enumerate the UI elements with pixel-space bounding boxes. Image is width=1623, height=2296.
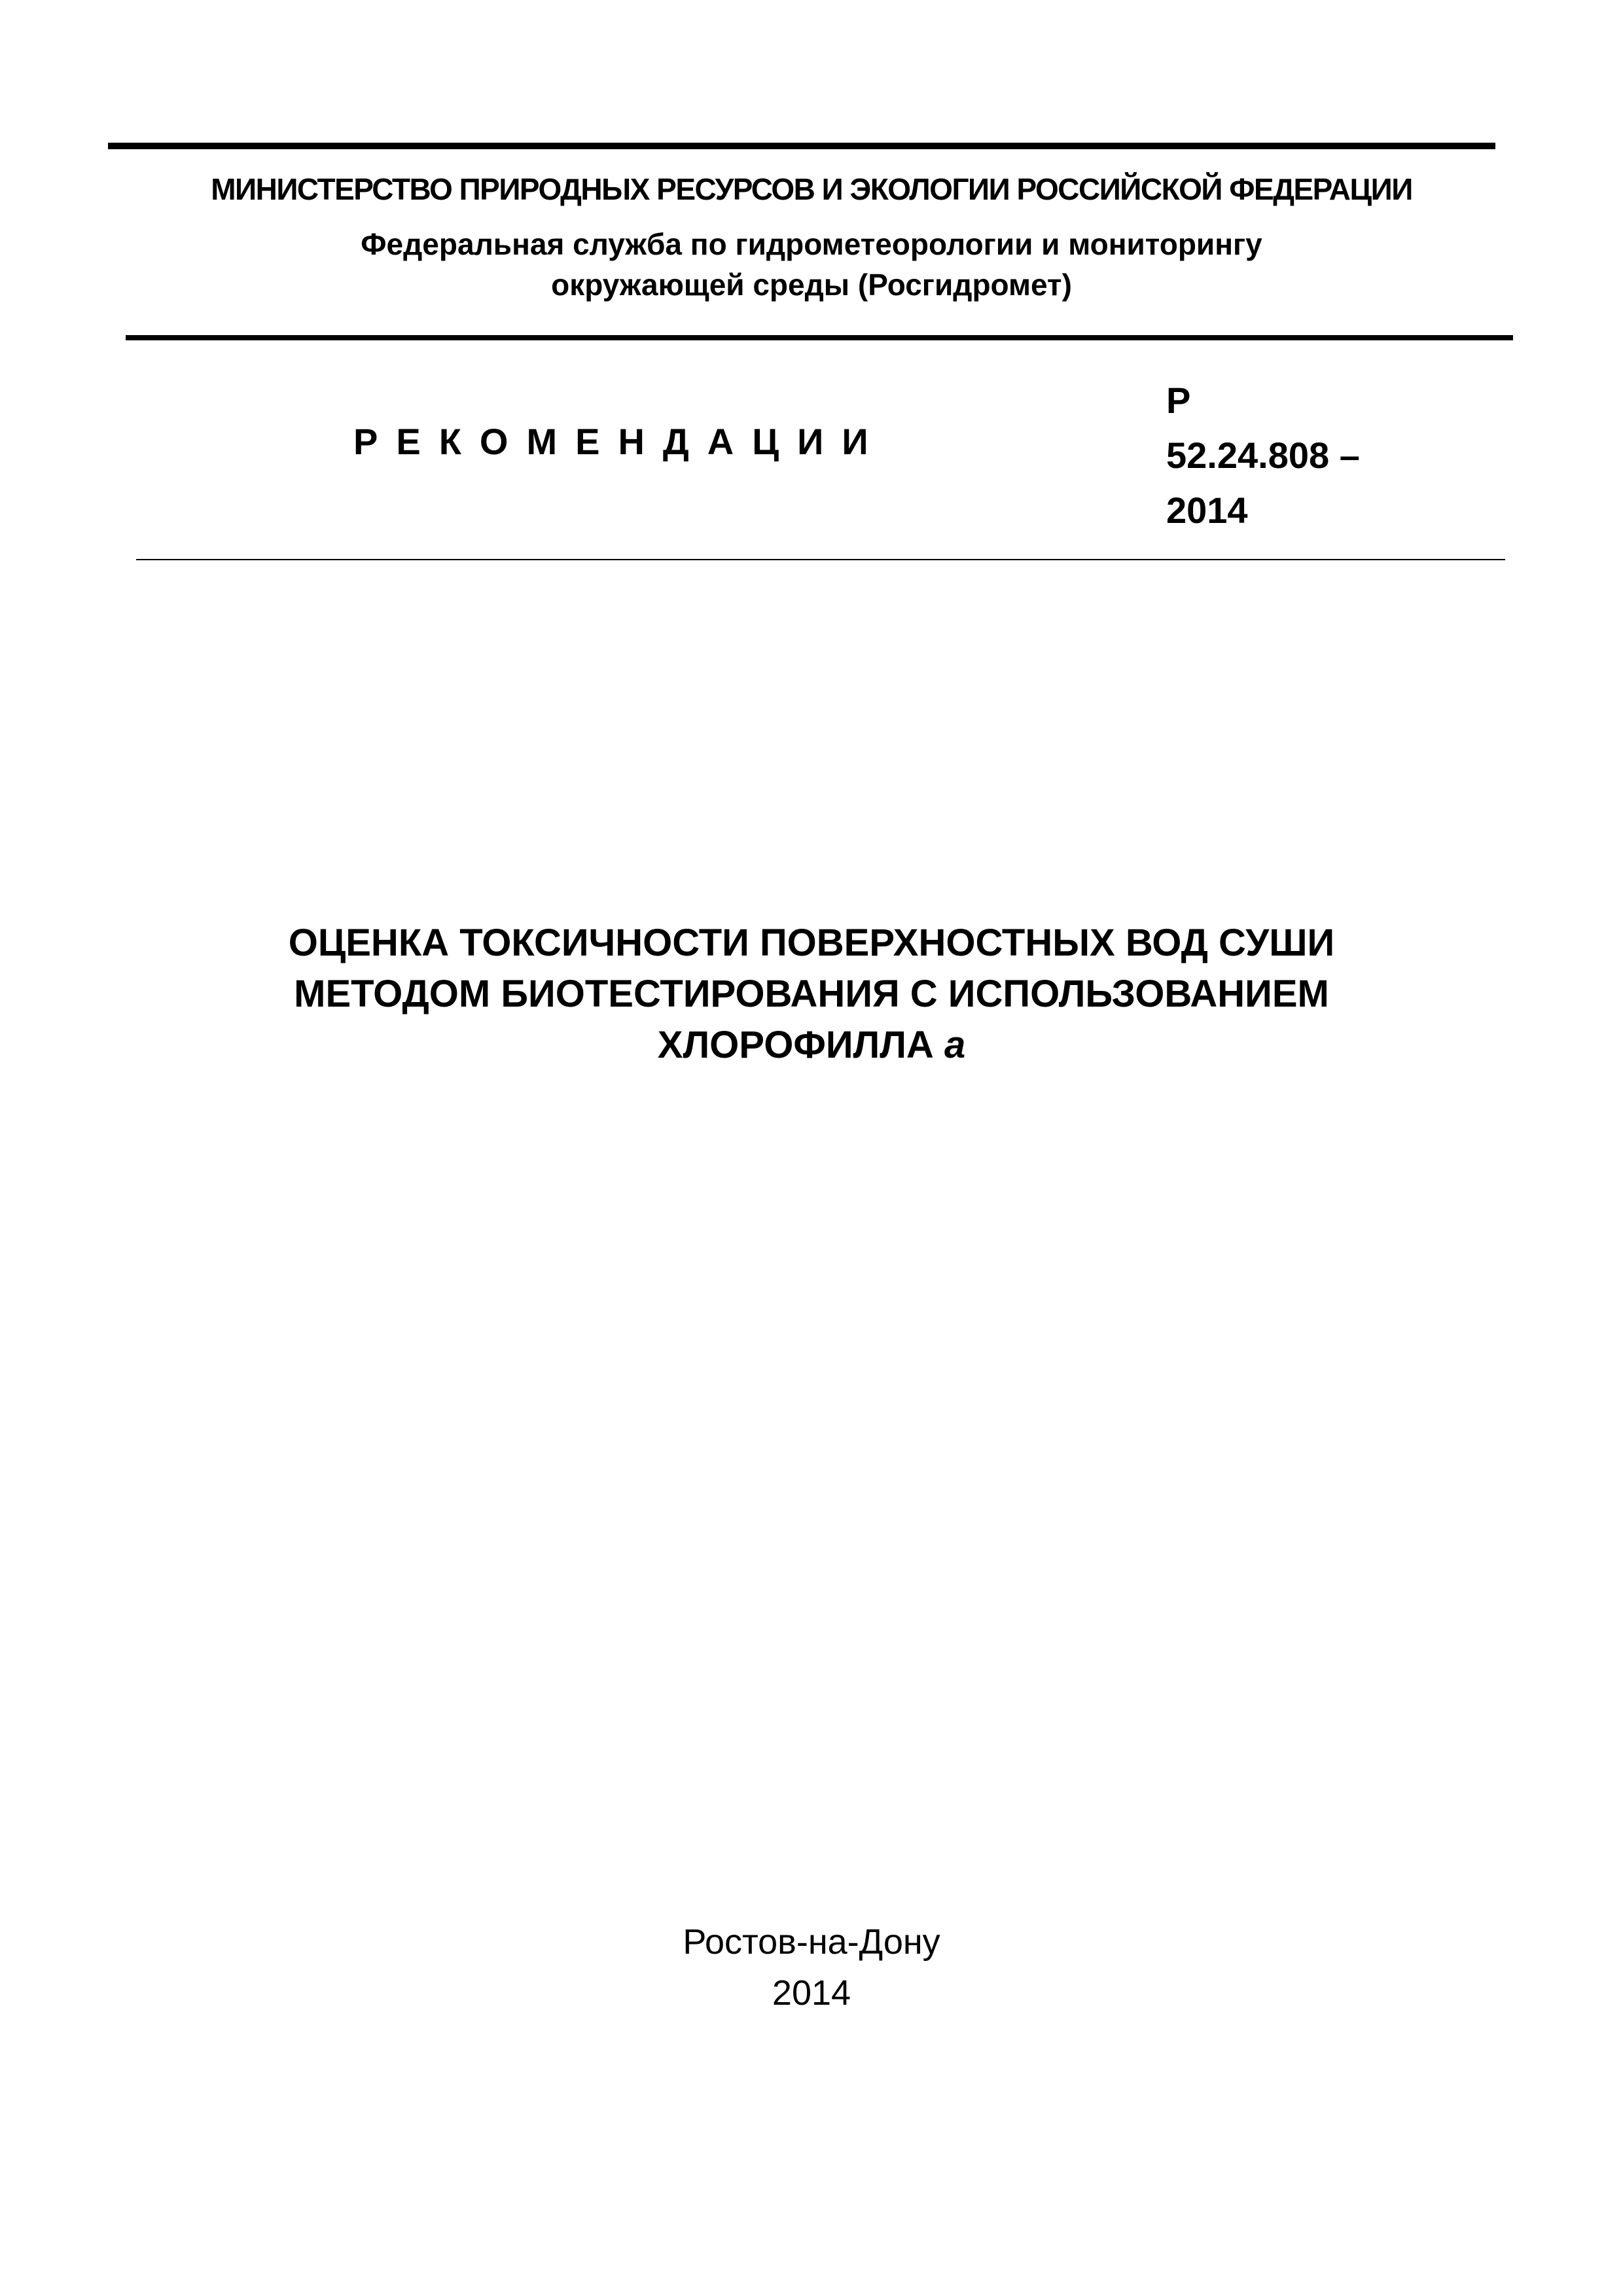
document-code-line1: Р (1166, 380, 1191, 421)
document-title (0, 918, 1623, 1071)
middle-rule (126, 335, 1513, 340)
publication-place (0, 1916, 1623, 2018)
ministry-name: МИНИСТЕРСТВО ПРИРОДНЫХ РЕСУРСОВ И ЭКОЛОГИИ РОССИЙСКОЙ ФЕДЕРАЦИИ (211, 172, 1412, 206)
document-code-line3: 2014 (1166, 490, 1248, 531)
document-type: РЕКОМЕНДАЦИИ (353, 421, 887, 462)
document-title-line3 (0, 1020, 1623, 1071)
document-title-line2: МЕТОДОМ БИОТЕСТИРОВАНИЯ С ИСПОЛЬЗОВАНИЕМ (294, 973, 1329, 1015)
service-name (0, 224, 1623, 305)
publication-year: 2014 (772, 1973, 851, 2013)
document-title-line3-text: ХЛОРОФИЛЛА (657, 1024, 934, 1066)
document-title-line3-italic: а (944, 1024, 966, 1066)
service-name-line2: окружающей среды (Росгидромет) (551, 268, 1072, 302)
top-rule (108, 143, 1495, 149)
thin-rule (136, 559, 1505, 560)
document-title-line1: ОЦЕНКА ТОКСИЧНОСТИ ПОВЕРХНОСТНЫХ ВОД СУШИ (288, 922, 1335, 964)
service-name-line1: Федеральная служба по гидрометеорологии и мониторингу (361, 227, 1262, 261)
document-code-line2: 52.24.808 – (1166, 435, 1360, 476)
publication-city: Ростов-на-Дону (683, 1922, 940, 1962)
document-code (1166, 373, 1360, 538)
